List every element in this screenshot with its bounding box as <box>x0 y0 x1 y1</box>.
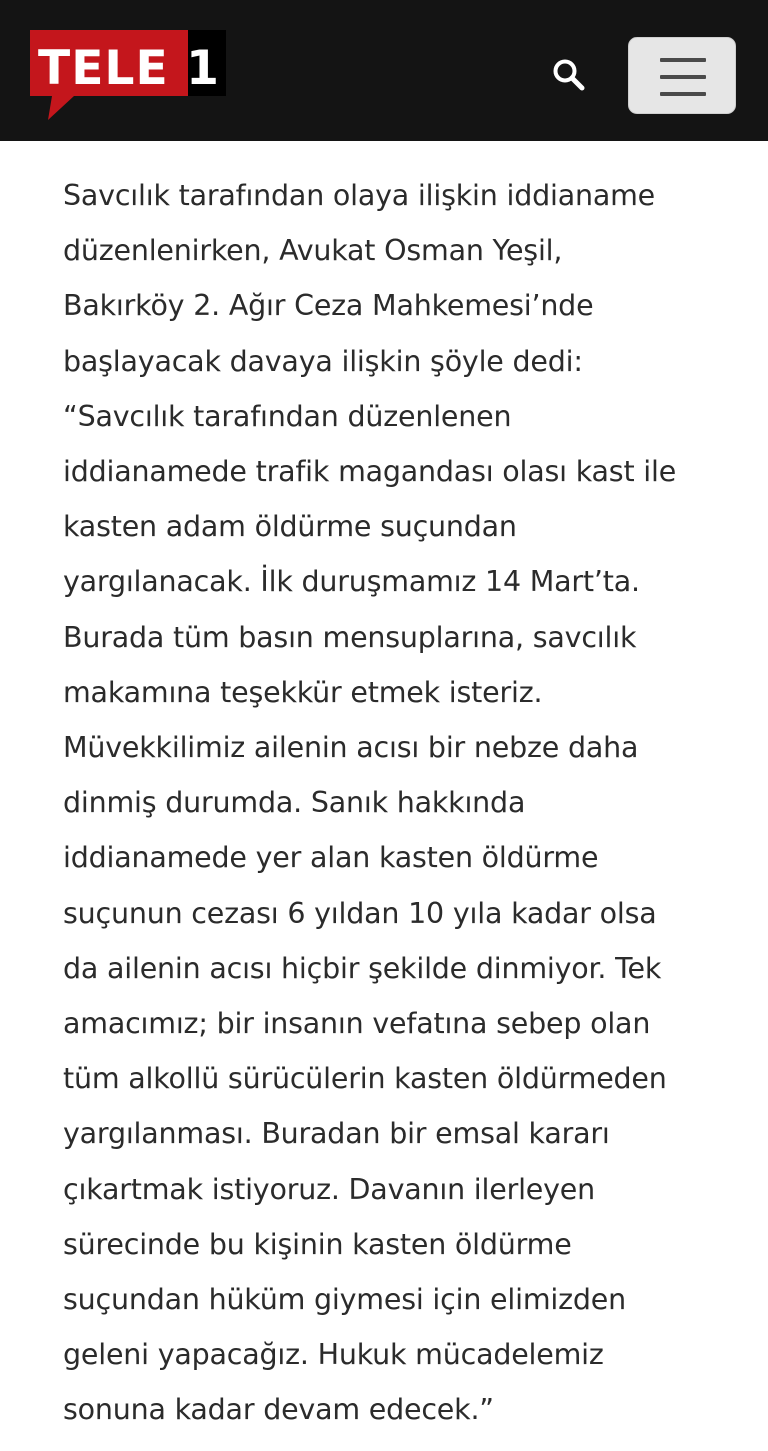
article-line: düzenlenirken, Avukat Osman Yeşil, <box>63 234 563 268</box>
article-line: geleni yapacağız. Hukuk mücadelemiz <box>63 1338 604 1372</box>
article-line: “Savcılık tarafından düzenlenen <box>63 399 512 433</box>
article-line: sonuna kadar devam edecek.” <box>63 1393 494 1427</box>
hamburger-menu-icon <box>660 58 706 62</box>
search-button[interactable] <box>542 48 596 102</box>
menu-toggle-button[interactable] <box>628 37 736 114</box>
article-line: kasten adam öldürme suçundan <box>63 510 517 544</box>
article-line: sürecinde bu kişinin kasten öldürme <box>63 1227 572 1261</box>
article-line: çıkartmak istiyoruz. Davanın ilerleyen <box>63 1172 596 1206</box>
article-line: yargılanması. Buradan bir emsal kararı <box>63 1117 610 1151</box>
article-line: dinmiş durumda. Sanık hakkında <box>63 786 526 820</box>
hamburger-menu-icon <box>660 75 706 79</box>
article-line: iddianamede trafik magandası olası kast ile <box>63 455 677 489</box>
article-line: Müvekkilimiz ailenin acısı bir nebze daha <box>63 731 639 765</box>
article-line: yargılanacak. İlk duruşmamız 14 Mart’ta. <box>63 565 640 599</box>
article-line: da ailenin acısı hiçbir şekilde dinmiyor. Tek <box>63 951 662 985</box>
tele1-logo[interactable] <box>28 28 228 123</box>
article-line: amacımız; bir insanın vefatına sebep olan <box>63 1007 651 1041</box>
article-line: başlayacak davaya ilişkin şöyle dedi: <box>63 344 583 378</box>
article-line: suçunun cezası 6 yıldan 10 yıla kadar olsa <box>63 896 657 930</box>
article-line: tüm alkollü sürücülerin kasten öldürmeden <box>63 1062 667 1096</box>
search-icon <box>551 57 587 93</box>
hamburger-menu-icon <box>660 92 706 96</box>
article-line: Burada tüm basın mensuplarına, savcılık <box>63 620 637 654</box>
article-line: makamına teşekkür etmek isteriz. <box>63 675 543 709</box>
logo-text-tele: TELE 1 <box>38 41 221 96</box>
site-header <box>0 0 768 141</box>
article-line: Savcılık tarafından olaya ilişkin iddianame <box>63 179 655 212</box>
tele1-logo-graphic <box>28 28 228 123</box>
article-paragraph <box>63 168 713 1438</box>
article-line: Bakırköy 2. Ağır Ceza Mahkemesi’nde <box>63 289 594 323</box>
article-line: iddianamede yer alan kasten öldürme <box>63 841 599 875</box>
article-line: suçundan hüküm giymesi için elimizden <box>63 1283 626 1317</box>
